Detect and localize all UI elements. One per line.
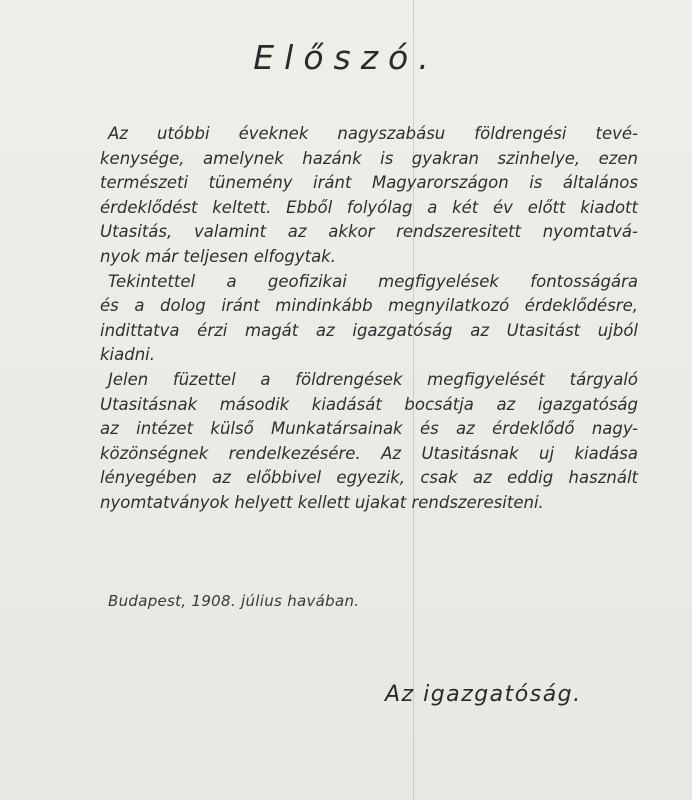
text-line: nyok már teljesen elfogytak. bbox=[100, 246, 336, 266]
page-title: Előszó. bbox=[253, 38, 439, 77]
text-line: az intézet külső Munkatársainak és az érdeklődő nagy- bbox=[100, 419, 638, 439]
text-line: és a dolog iránt mindinkább megnyilatkozó érdeklődésre, bbox=[100, 296, 638, 316]
text-line: kenysége, amelynek hazánk is gyakran szinhelye, ezen bbox=[100, 148, 638, 168]
text-line: nyomtatványok helyett kellett ujakat rendszeresiteni. bbox=[100, 492, 544, 512]
text-line: indittatva érzi magát az igazgatóság az Utasitást ujból bbox=[100, 320, 638, 340]
text-line: természeti tünemény iránt Magyarországon is általános bbox=[100, 173, 638, 193]
text-line: Utasitásnak második kiadását bocsátja az igazgatóság bbox=[100, 394, 638, 414]
text-line: Tekintettel a geofizikai megfigyelések fontosságára bbox=[108, 271, 638, 291]
preface-body bbox=[100, 122, 638, 516]
text-line: érdeklődést keltett. Ebből folyólag a két év előtt kiadott bbox=[100, 197, 638, 217]
text-line: közönségnek rendelkezésére. Az Utasitásnak uj kiadása bbox=[100, 443, 638, 463]
date-line: Budapest, 1908. július havában. bbox=[108, 592, 360, 610]
signature: Az igazgatóság. bbox=[385, 682, 582, 707]
text-line: Utasitás, valamint az akkor rendszeresitett nyomtatvá- bbox=[100, 222, 638, 242]
text-line: kiadni. bbox=[100, 345, 156, 365]
text-line: lényegében az előbbivel egyezik, csak az eddig használt bbox=[100, 468, 638, 488]
text-line: Jelen füzettel a földrengések megfigyelését tárgyaló bbox=[108, 369, 638, 389]
text-line: Az utóbbi éveknek nagyszabásu földrengési tevé- bbox=[108, 124, 638, 143]
